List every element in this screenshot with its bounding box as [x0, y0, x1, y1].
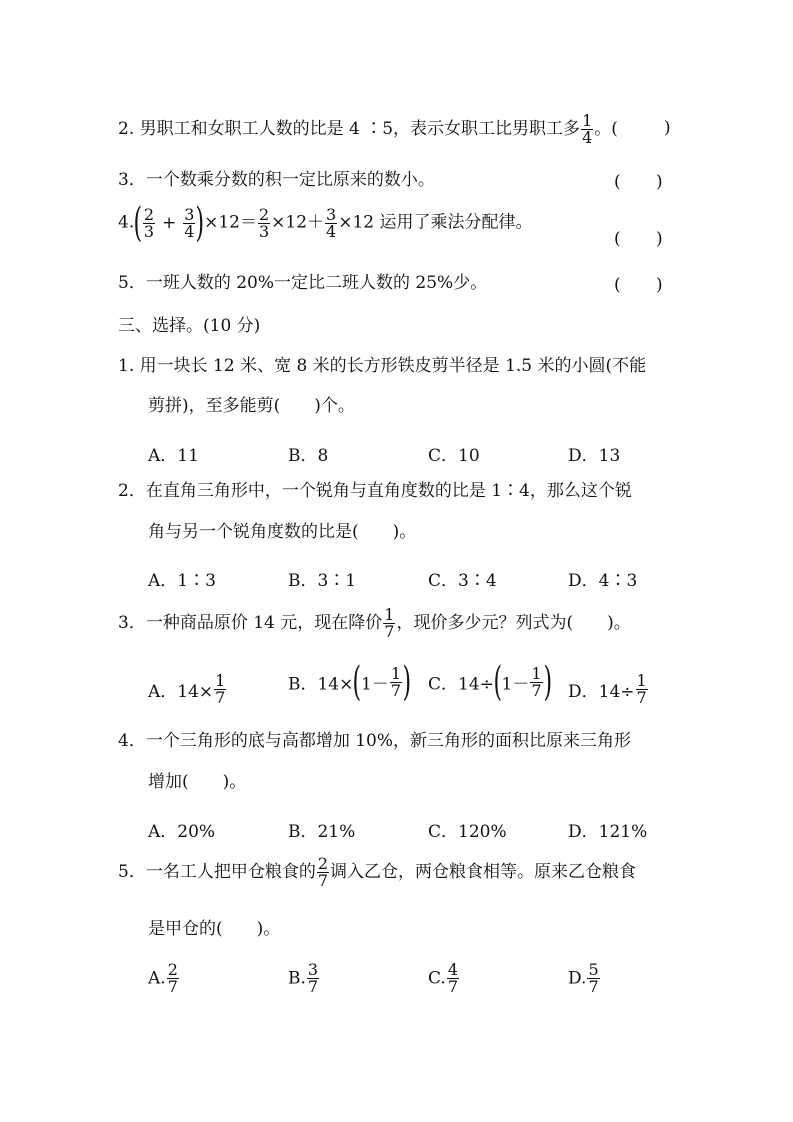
answer-paren-open[interactable]: ( — [614, 229, 621, 249]
option-a[interactable]: A．14× $\frac{1}{7}$ — [148, 671, 226, 707]
answer-paren-close[interactable]: ) — [656, 229, 663, 249]
fraction: $\frac{2}{7}$ — [317, 854, 329, 890]
fraction: $\frac{1}{7}$ — [390, 663, 401, 700]
tf-question-2: 2. 男职工和女职工人数的比是 4 ∶5，表示女职工比男职工多 $\frac{1}{4}$ 。( — [118, 111, 618, 147]
option-b[interactable]: B．3∶1 — [288, 571, 357, 591]
paren-left: ( — [133, 200, 143, 246]
option-a[interactable]: A．20% — [148, 822, 216, 842]
mc-question-1-line1: 1. 用一块长 12 米、宽 8 米的长方形铁皮剪半径是 1.5 米的小圆(不能 — [118, 356, 647, 376]
option-a[interactable]: A. $\frac{2}{7}$ — [148, 960, 178, 996]
option-b[interactable]: B．21% — [288, 822, 356, 842]
answer-paren-open[interactable]: ( — [614, 275, 621, 295]
option-d[interactable]: D．13 — [568, 446, 621, 466]
fraction: $\frac{1}{4}$ — [582, 111, 593, 147]
answer-paren-close[interactable]: ) — [656, 275, 663, 295]
section-title: 三、选择。(10 分) — [118, 316, 261, 336]
fraction: $\frac{1}{7}$ — [531, 663, 542, 700]
mc-question-4-line2: 增加( )。 — [148, 772, 247, 792]
tf-q2-text: 2. 男职工和女职工人数的比是 4 ∶5，表示女职工比男职工多 — [118, 119, 581, 139]
fraction: $\frac{3}{7}$ — [307, 960, 319, 996]
option-d[interactable]: D. $\frac{5}{7}$ — [568, 960, 599, 996]
fraction: $\frac{2}{3}$ — [258, 204, 270, 241]
answer-paren-close[interactable]: ) — [656, 172, 663, 192]
mc-question-2-line2: 角与另一个锐角度数的比是( )。 — [148, 522, 417, 542]
answer-paren-close[interactable]: ) — [664, 118, 671, 138]
fraction: $\frac{3}{4}$ — [184, 204, 195, 241]
tf-question-4: 4.( $\frac{2}{3}$ + $\frac{3}{4}$ )×12＝ $\frac{2}{3}$ ×12＋ $\frac{3}{4}$ ×12 运用了乘法分配律。 — [118, 200, 533, 246]
mc-question-5: 5．一名工人把甲仓粮食的 $\frac{2}{7}$ 调入乙仓，两仓粮食相等。原来乙仓粮食 — [118, 854, 637, 890]
option-a[interactable]: A．1∶3 — [148, 571, 216, 591]
option-b[interactable]: B．8 — [288, 446, 329, 466]
mc-question-3: 3．一种商品原价 14 元，现在降价 $\frac{1}{7}$ ，现价多少元？列式为( )。 — [118, 605, 631, 641]
fraction: $\frac{2}{7}$ — [167, 960, 178, 996]
option-b[interactable]: B．14×(1－ $\frac{1}{7}$ ) — [288, 659, 412, 705]
option-d[interactable]: D．121% — [568, 822, 648, 842]
option-c[interactable]: C．120% — [428, 822, 507, 842]
option-d[interactable]: D．4∶3 — [568, 571, 638, 591]
mc-question-4-line1: 4．一个三角形的底与高都增加 10%，新三角形的面积比原来三角形 — [118, 731, 632, 751]
option-c[interactable]: C．3∶4 — [428, 571, 497, 591]
option-c[interactable]: C．10 — [428, 446, 480, 466]
tf-question-5: 5．一班人数的 20%一定比二班人数的 25%少。 — [118, 273, 488, 293]
mc-question-1-line2: 剪拼)，至多能剪( )个。 — [148, 396, 355, 416]
fraction: $\frac{3}{4}$ — [326, 204, 337, 241]
option-c[interactable]: C. $\frac{4}{7}$ — [428, 960, 458, 996]
fraction: $\frac{1}{7}$ — [215, 671, 226, 707]
option-c[interactable]: C．14÷(1－ $\frac{1}{7}$ ) — [428, 659, 552, 705]
fraction: $\frac{1}{7}$ — [636, 671, 647, 707]
fraction: $\frac{5}{7}$ — [588, 960, 599, 996]
fraction: $\frac{1}{7}$ — [384, 605, 395, 641]
option-d[interactable]: D．14÷ $\frac{1}{7}$ — [568, 671, 647, 707]
answer-paren-open[interactable]: ( — [614, 172, 621, 192]
option-b[interactable]: B. $\frac{3}{7}$ — [288, 960, 319, 996]
fraction: $\frac{2}{3}$ — [143, 204, 155, 241]
mc-question-5-line2: 是甲仓的( )。 — [148, 919, 281, 939]
tf-question-3: 3．一个数乘分数的积一定比原来的数小。 — [118, 170, 435, 190]
paren-right: ) — [195, 200, 205, 246]
option-a[interactable]: A．11 — [148, 446, 199, 466]
fraction: $\frac{4}{7}$ — [447, 960, 458, 996]
mc-question-2-line1: 2．在直角三角形中，一个锐角与直角度数的比是 1∶4，那么这个锐 — [118, 481, 632, 501]
